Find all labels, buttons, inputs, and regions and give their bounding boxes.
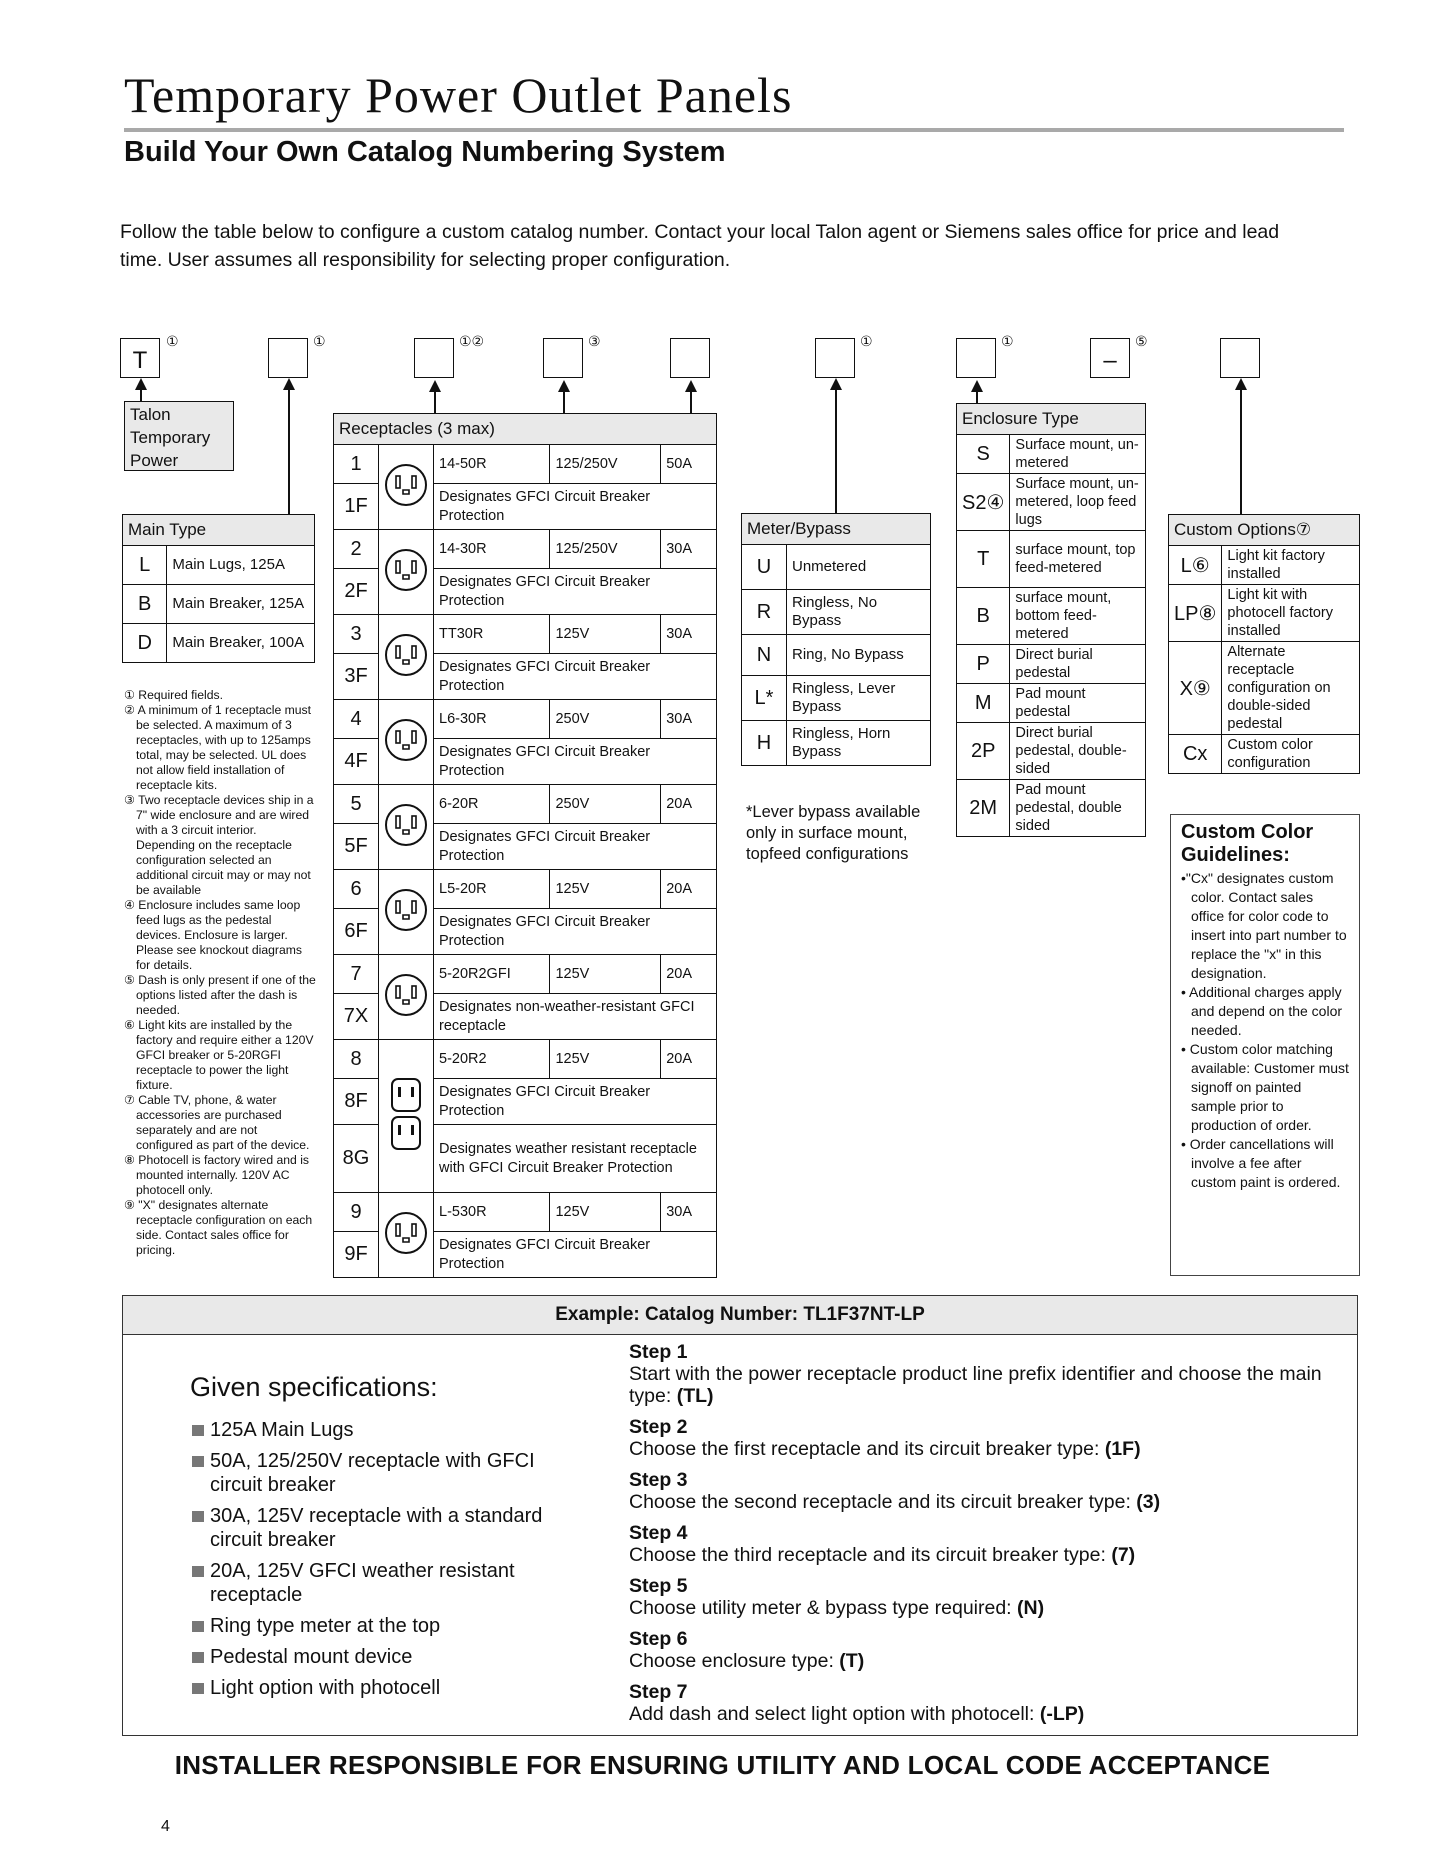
receptacle-amps: 20A: [661, 955, 717, 994]
table-row: [1169, 585, 1360, 642]
step-code: (7): [1111, 1544, 1136, 1566]
step-text: Choose the second receptacle and its circuit breaker type:: [629, 1491, 1131, 1513]
step-text: Choose utility meter & bypass type required:: [629, 1597, 1012, 1619]
receptacle-desc: Designates non-weather-resistant GFCI receptacle: [434, 994, 717, 1040]
connector-line: [140, 388, 142, 401]
receptacle-icon-cell: [379, 445, 434, 530]
receptacles-header: Receptacles (3 max): [334, 414, 717, 445]
receptacle-amps: 30A: [661, 700, 717, 739]
meter-code: H: [742, 721, 787, 766]
code-box-7-note: ①: [1001, 333, 1014, 349]
receptacle-code: 4: [334, 700, 379, 739]
enclosure-code: B: [957, 588, 1010, 645]
receptacle-code: 1: [334, 445, 379, 484]
step-code: (1F): [1104, 1438, 1141, 1460]
step-code: (T): [839, 1650, 865, 1672]
code-box-4: [543, 338, 583, 378]
receptacle-desc: Designates GFCI Circuit Breaker Protection: [434, 569, 717, 615]
receptacle-14-50r-icon: [383, 462, 429, 508]
meter-desc: Ringless, No Bypass: [787, 590, 931, 635]
receptacle-code: 7X: [334, 994, 379, 1040]
receptacle-type: L5-20R: [434, 870, 550, 909]
step-text: Start with the power receptacle product line prefix identifier and choose the main type:: [629, 1363, 1322, 1407]
enclosure-desc: Surface mount, un-metered, loop feed lugs: [1010, 474, 1146, 531]
main-type-desc: Main Breaker, 100A: [167, 624, 315, 663]
receptacle-code: 1F: [334, 484, 379, 530]
meter-code: U: [742, 545, 787, 590]
connector-line: [434, 390, 436, 413]
receptacle-code: 8: [334, 1040, 379, 1079]
table-row: [123, 585, 315, 624]
table-row: [123, 624, 315, 663]
receptacle-voltage: 125V: [550, 870, 661, 909]
code-box-1: T: [120, 338, 160, 378]
step-text: Choose the first receptacle and its circuit breaker type:: [629, 1438, 1100, 1460]
step-code: (TL): [676, 1385, 714, 1407]
connector-line: [563, 390, 565, 413]
receptacle-voltage: 125/250V: [550, 445, 661, 484]
receptacle-amps: 20A: [661, 1040, 717, 1079]
table-row: [334, 785, 717, 824]
receptacle-type: 5-20R2GFI: [434, 955, 550, 994]
enclosure-code: T: [957, 531, 1010, 588]
meter-bypass-header: Meter/Bypass: [742, 514, 931, 545]
table-row: [957, 780, 1146, 837]
receptacle-code: 2: [334, 530, 379, 569]
step: [629, 1416, 1349, 1460]
custom-color-title: Custom Color Guidelines:: [1181, 821, 1314, 866]
table-row: [334, 445, 717, 484]
step-title: Step 1: [629, 1341, 688, 1363]
footnote: ① Required fields.: [124, 688, 223, 702]
table-row: [742, 676, 931, 721]
receptacle-desc: Designates GFCI Circuit Breaker Protection: [434, 909, 717, 955]
receptacle-tt30r-icon: [383, 632, 429, 678]
footnote: ⑨ "X" designates alternate receptacle configuration on each side. Contact sales office for pricing.: [124, 1198, 313, 1257]
table-row: [957, 723, 1146, 780]
connector-line: [976, 390, 978, 403]
code-box-9: [1220, 338, 1260, 378]
receptacle-code: 8G: [334, 1125, 379, 1193]
meter-code: N: [742, 635, 787, 676]
step: [629, 1341, 1349, 1407]
step-title: Step 3: [629, 1469, 688, 1491]
enclosure-code: M: [957, 684, 1010, 723]
list-item: Light option with photocell: [192, 1676, 572, 1700]
receptacle-icon-cell: [379, 785, 434, 870]
enclosure-desc: Direct burial pedestal, double-sided: [1010, 723, 1146, 780]
table-row: [957, 645, 1146, 684]
table-row: [334, 1040, 717, 1079]
enclosure-code: 2P: [957, 723, 1010, 780]
main-type-code: B: [123, 585, 167, 624]
code-box-6: [815, 338, 855, 378]
step: [629, 1628, 1349, 1672]
receptacle-icon-cell: [379, 615, 434, 700]
enclosure-desc: Direct burial pedestal: [1010, 645, 1146, 684]
footnote: ③ Two receptacle devices ship in a 7" wide enclosure and are wired with a 3 circuit interior. Depending on the receptacle configuration selected an additional circuit may or may not be available: [124, 793, 314, 897]
receptacle-l5-30r-icon: [383, 1210, 429, 1256]
table-row: [1169, 546, 1360, 585]
code-box-dash: –: [1090, 338, 1130, 378]
code-box-2-note: ①: [313, 333, 326, 349]
code-box-1-note: ①: [166, 333, 179, 349]
table-row: [742, 721, 931, 766]
step: [629, 1575, 1349, 1619]
table-row: [1169, 735, 1360, 774]
table-row: [742, 635, 931, 676]
receptacle-desc: Designates GFCI Circuit Breaker Protection: [434, 739, 717, 785]
step-code: (3): [1136, 1491, 1161, 1513]
receptacle-code: 7: [334, 955, 379, 994]
receptacle-6-20r-icon: [383, 802, 429, 848]
receptacle-gfci-icon: [383, 972, 429, 1018]
receptacle-14-30r-icon: [383, 547, 429, 593]
receptacle-icon-cell: [379, 1193, 434, 1278]
receptacle-voltage: 250V: [550, 785, 661, 824]
title-rule: [124, 128, 1344, 132]
main-type-code: D: [123, 624, 167, 663]
custom-option-code: Cx: [1169, 735, 1222, 774]
receptacle-type: 14-50R: [434, 445, 550, 484]
meter-code: R: [742, 590, 787, 635]
table-row: [334, 530, 717, 569]
step-code: (-LP): [1039, 1703, 1085, 1725]
table-row: [334, 700, 717, 739]
connector-line: [288, 388, 290, 514]
enclosure-desc: surface mount, bottom feed-metered: [1010, 588, 1146, 645]
custom-color-item: •"Cx" designates custom color. Contact sales office for color code to insert into part number to replace the "x" in this designation.: [1181, 870, 1347, 981]
list-item: 50A, 125/250V receptacle with GFCI circuit breaker: [192, 1449, 572, 1497]
connector-line: [835, 388, 837, 514]
connector-line: [690, 390, 692, 413]
main-type-table: [122, 514, 315, 663]
code-box-6-note: ①: [860, 333, 873, 349]
receptacle-code: 8F: [334, 1079, 379, 1125]
meter-bypass-table: [741, 513, 931, 766]
talon-label: Talon Temporary Power: [124, 401, 234, 471]
receptacle-type: L6-30R: [434, 700, 550, 739]
footnote: ⑥ Light kits are installed by the factory and require either a 120V GFCI breaker or 5-20RGFI receptacle to power the light fixture.: [124, 1018, 314, 1092]
table-row: [742, 590, 931, 635]
enclosure-desc: surface mount, top feed-metered: [1010, 531, 1146, 588]
custom-option-desc: Light kit with photocell factory installed: [1222, 585, 1360, 642]
step-title: Step 7: [629, 1681, 688, 1703]
table-row: [334, 955, 717, 994]
table-row: [334, 1193, 717, 1232]
installer-warning: INSTALLER RESPONSIBLE FOR ENSURING UTILITY AND LOCAL CODE ACCEPTANCE: [174, 1750, 1271, 1780]
receptacle-amps: 20A: [661, 785, 717, 824]
step: [629, 1681, 1349, 1725]
receptacle-icon-cell: [379, 1040, 434, 1193]
code-box-2: [268, 338, 308, 378]
receptacle-voltage: 125V: [550, 1040, 661, 1079]
receptacle-duplex-icon: [386, 1075, 426, 1153]
custom-option-desc: Light kit factory installed: [1222, 546, 1360, 585]
custom-option-code: X⑨: [1169, 642, 1222, 735]
steps-list: [629, 1341, 1349, 1734]
table-row: [742, 545, 931, 590]
meter-desc: Ringless, Horn Bypass: [787, 721, 931, 766]
step-title: Step 4: [629, 1522, 688, 1544]
receptacle-type: 5-20R2: [434, 1040, 550, 1079]
receptacle-desc: Designates GFCI Circuit Breaker Protection: [434, 824, 717, 870]
enclosure-code: S: [957, 435, 1010, 474]
step-text: Choose enclosure type:: [629, 1650, 834, 1672]
list-item: 30A, 125V receptacle with a standard circuit breaker: [192, 1504, 572, 1552]
custom-color-item: • Custom color matching available: Customer must signoff on painted sample prior to production of order.: [1181, 1041, 1349, 1133]
receptacle-icon-cell: [379, 700, 434, 785]
main-type-header: Main Type: [123, 515, 315, 546]
enclosure-desc: Pad mount pedestal, double sided: [1010, 780, 1146, 837]
receptacle-amps: 30A: [661, 530, 717, 569]
table-row: [957, 684, 1146, 723]
receptacle-code: 3F: [334, 654, 379, 700]
custom-option-code: L⑥: [1169, 546, 1222, 585]
step-title: Step 5: [629, 1575, 688, 1597]
receptacle-voltage: 125/250V: [550, 530, 661, 569]
receptacle-code: 5F: [334, 824, 379, 870]
receptacle-code: 6F: [334, 909, 379, 955]
receptacle-amps: 30A: [661, 1193, 717, 1232]
custom-option-code: LP⑧: [1169, 585, 1222, 642]
custom-option-desc: Custom color configuration: [1222, 735, 1360, 774]
meter-code: L*: [742, 676, 787, 721]
intro-paragraph: Follow the table below to configure a custom catalog number. Contact your local Talon agent or Siemens sales office for price and lead time. User assumes all responsibility for selecting proper configuration.: [120, 221, 1280, 271]
step-code: (N): [1017, 1597, 1045, 1619]
list-item: Ring type meter at the top: [192, 1614, 572, 1638]
receptacle-type: 6-20R: [434, 785, 550, 824]
given-specs-list: [192, 1418, 572, 1707]
code-box-4-note: ③: [588, 333, 601, 349]
enclosure-header: Enclosure Type: [957, 404, 1146, 435]
receptacle-type: TT30R: [434, 615, 550, 654]
table-row: [957, 435, 1146, 474]
meter-desc: Ring, No Bypass: [787, 635, 931, 676]
code-box-dash-note: ⑤: [1135, 333, 1148, 349]
receptacle-desc: Designates GFCI Circuit Breaker Protection: [434, 484, 717, 530]
connector-line: [1240, 388, 1242, 514]
receptacle-code: 6: [334, 870, 379, 909]
receptacles-table: [333, 413, 717, 1278]
step-text: Choose the third receptacle and its circuit breaker type:: [629, 1544, 1106, 1566]
receptacle-voltage: 125V: [550, 615, 661, 654]
step-title: Step 2: [629, 1416, 688, 1438]
list-item: 20A, 125V GFCI weather resistant receptacle: [192, 1559, 572, 1607]
receptacle-amps: 50A: [661, 445, 717, 484]
enclosure-code: S2④: [957, 474, 1010, 531]
receptacle-desc: Designates GFCI Circuit Breaker Protection: [434, 654, 717, 700]
step: [629, 1522, 1349, 1566]
enclosure-code: 2M: [957, 780, 1010, 837]
table-row: [1169, 642, 1360, 735]
custom-options-header: Custom Options⑦: [1169, 515, 1360, 546]
table-row: [123, 546, 315, 585]
receptacle-voltage: 125V: [550, 1193, 661, 1232]
step: [629, 1469, 1349, 1513]
footnote: ⑧ Photocell is factory wired and is mounted internally. 120V AC photocell only.: [124, 1153, 310, 1197]
main-type-code: L: [123, 546, 167, 585]
page-number: 4: [161, 1818, 170, 1835]
receptacle-voltage: 125V: [550, 955, 661, 994]
receptacle-l5-20r-icon: [383, 887, 429, 933]
receptacle-voltage: 250V: [550, 700, 661, 739]
footnote: ⑤ Dash is only present if one of the options listed after the dash is needed.: [124, 973, 316, 1017]
receptacle-desc: Designates GFCI Circuit Breaker Protection: [434, 1079, 717, 1125]
page-title: Temporary Power Outlet Panels: [124, 67, 793, 123]
enclosure-desc: Pad mount pedestal: [1010, 684, 1146, 723]
custom-color-item: • Order cancellations will involve a fee after custom paint is ordered.: [1181, 1136, 1341, 1190]
example-header: Example: Catalog Number: TL1F37NT-LP: [123, 1296, 1357, 1335]
footnote: ④ Enclosure includes same loop feed lugs as the pedestal devices. Enclosure is larger. Please see knockout diagrams for details.: [124, 898, 302, 972]
table-row: [957, 474, 1146, 531]
page-subtitle: Build Your Own Catalog Numbering System: [124, 136, 726, 168]
footnote: ⑦ Cable TV, phone, & water accessories are purchased separately and are not configured as part of the device.: [124, 1093, 310, 1152]
table-row: [957, 531, 1146, 588]
receptacle-icon-cell: [379, 955, 434, 1040]
list-item: Pedestal mount device: [192, 1645, 572, 1669]
meter-desc: Ringless, Lever Bypass: [787, 676, 931, 721]
receptacle-type: L-530R: [434, 1193, 550, 1232]
custom-options-table: [1168, 514, 1360, 774]
custom-color-guidelines: [1170, 814, 1360, 1276]
table-row: [334, 615, 717, 654]
receptacle-desc: Designates weather resistant receptacle with GFCI Circuit Breaker Protection: [434, 1125, 717, 1193]
receptacle-desc: Designates GFCI Circuit Breaker Protection: [434, 1232, 717, 1278]
table-row: [957, 588, 1146, 645]
enclosure-type-table: [956, 403, 1146, 837]
footnotes: [124, 688, 316, 1258]
receptacle-l6-30r-icon: [383, 717, 429, 763]
receptacle-code: 2F: [334, 569, 379, 615]
receptacle-amps: 30A: [661, 615, 717, 654]
code-box-3: [414, 338, 454, 378]
receptacle-icon-cell: [379, 870, 434, 955]
receptacle-amps: 20A: [661, 870, 717, 909]
main-type-desc: Main Lugs, 125A: [167, 546, 315, 585]
receptacle-icon-cell: [379, 530, 434, 615]
code-box-3-note: ①②: [459, 333, 485, 349]
lever-bypass-note: *Lever bypass available only in surface mount, topfeed configurations: [746, 803, 921, 863]
custom-option-desc: Alternate receptacle configuration on double-sided pedestal: [1222, 642, 1360, 735]
enclosure-code: P: [957, 645, 1010, 684]
main-type-desc: Main Breaker, 125A: [167, 585, 315, 624]
receptacle-code: 5: [334, 785, 379, 824]
meter-desc: Unmetered: [787, 545, 931, 590]
receptacle-code: 9: [334, 1193, 379, 1232]
receptacle-code: 4F: [334, 739, 379, 785]
code-box-5: [670, 338, 710, 378]
step-text: Add dash and select light option with photocell:: [629, 1703, 1035, 1725]
table-row: [334, 870, 717, 909]
list-item: 125A Main Lugs: [192, 1418, 572, 1442]
custom-color-item: • Additional charges apply and depend on the color needed.: [1181, 984, 1343, 1038]
receptacle-code: 9F: [334, 1232, 379, 1278]
receptacle-type: 14-30R: [434, 530, 550, 569]
step-title: Step 6: [629, 1628, 688, 1650]
receptacle-code: 3: [334, 615, 379, 654]
code-box-7: [956, 338, 996, 378]
given-specs-title: Given specifications:: [190, 1372, 438, 1402]
footnote: ② A minimum of 1 receptacle must be selected. A maximum of 3 receptacles, with up to 125amps total, may be selected. UL does not allow field installation of receptacle kits.: [124, 703, 312, 792]
enclosure-desc: Surface mount, un-metered: [1010, 435, 1146, 474]
